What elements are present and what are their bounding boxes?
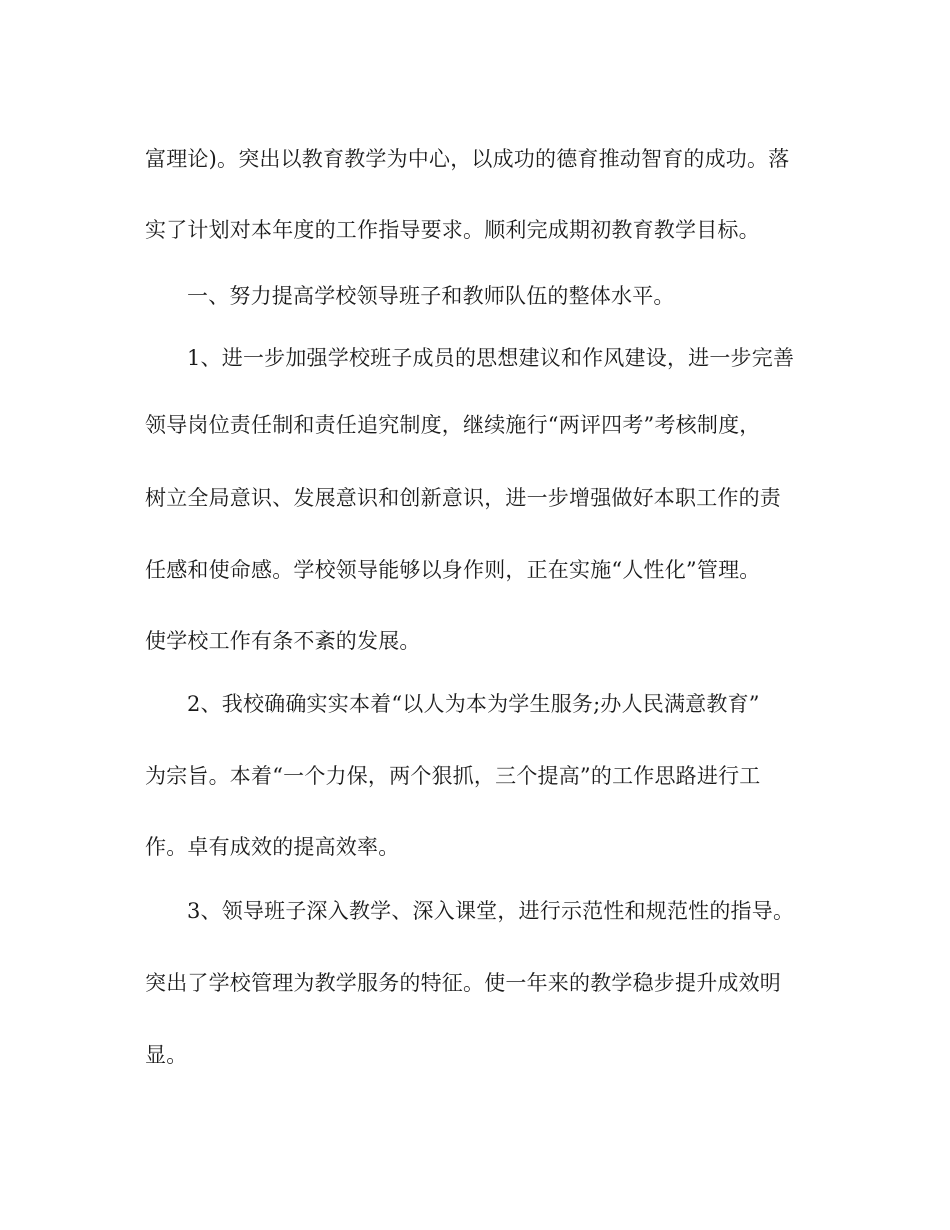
text-line: 突出了学校管理为教学服务的特征。使一年来的教学稳步提升成效明 <box>145 971 781 995</box>
text-line: 为宗旨。本着“一个力保，两个狠抓，三个提高”的工作思路进行工 <box>145 764 761 788</box>
text-line: 使学校工作有条不紊的发展。 <box>145 629 421 653</box>
text-line: 显。 <box>145 1043 188 1067</box>
text-line: 3、领导班子深入教学、深入课堂，进行示范性和规范性的指导。 <box>187 899 795 923</box>
text-line: 树立全局意识、发展意识和创新意识，进一步增强做好本职工作的责 <box>145 486 781 510</box>
text-line: 领导岗位责任制和责任追究制度，继续施行“两评四考”考核制度， <box>145 413 761 437</box>
section-heading: 一、努力提高学校领导班子和教师队伍的整体水平。 <box>187 284 675 308</box>
text-line: 1、进一步加强学校班子成员的思想建议和作风建设，进一步完善 <box>187 346 795 370</box>
text-line: 2、我校确确实实本着“以人为本为学生服务;办人民满意教育” <box>187 692 760 716</box>
text-line: 作。卓有成效的提高效率。 <box>145 835 400 859</box>
text-line: 实了计划对本年度的工作指导要求。顺利完成期初教育教学目标。 <box>145 218 760 242</box>
text-line: 富理论)。突出以教育教学为中心，以成功的德育推动智育的成功。落 <box>145 147 790 171</box>
text-line: 任感和使命感。学校领导能够以身作则，正在实施“人性化”管理。 <box>145 558 761 582</box>
